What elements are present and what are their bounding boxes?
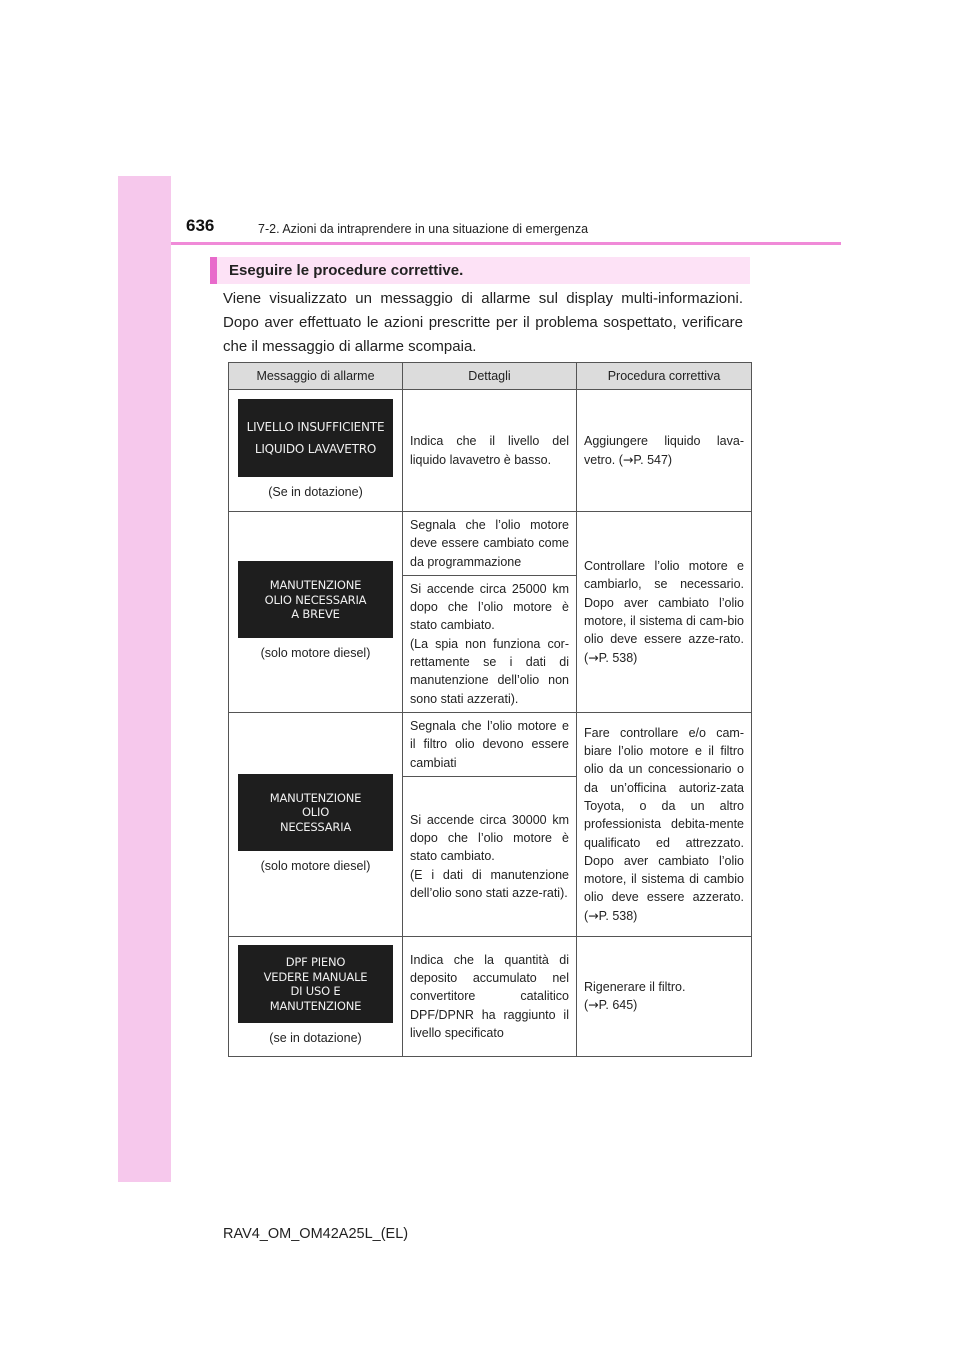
details-cell: Segnala che l’olio motore e il filtro olio devono essere cambiati (403, 712, 577, 776)
message-cell (229, 390, 403, 512)
section-heading: Eseguire le procedure correttive. (210, 257, 750, 284)
header-message: Messaggio di allarme (229, 363, 403, 390)
procedure-text: Controllare l’olio motore e cambiarlo, se necessario. Dopo aver cambiato l’olio motore, il sistema di cam-bio olio deve essere azze-rato. ( (584, 559, 744, 665)
display-message-oil-soon: MANUTENZIONE OLIO NECESSARIA A BREVE (238, 561, 393, 638)
details-cell: Indica che la quantità di deposito accumulato nel convertitore catalitico DPF/DPNR ha raggiunto il livello specificato (403, 936, 577, 1056)
details-cell: Indica che il livello del liquido lavavetro è basso. (403, 390, 577, 512)
table-row (229, 512, 752, 576)
table-row (229, 936, 752, 1056)
header-rule (171, 242, 841, 245)
arrow-icon: → (588, 997, 599, 1013)
message-note: (Se in dotazione) (268, 485, 363, 500)
procedure-cell (577, 390, 752, 512)
page-reference: P. 538) (598, 908, 638, 923)
procedure-text: Aggiungere liquido lava-vetro. ( (584, 434, 744, 467)
arrow-icon: → (588, 649, 599, 665)
procedure-cell (577, 712, 752, 936)
table-row (229, 712, 752, 776)
header-procedure: Procedura correttiva (577, 363, 752, 390)
side-tab-band (118, 176, 171, 1182)
message-cell (229, 712, 403, 936)
display-message-washer: LIVELLO INSUFFICIENTE LIQUIDO LAVAVETRO (238, 399, 393, 477)
procedure-text: Rigenerare il filtro. ( (584, 980, 686, 1013)
procedure-cell (577, 936, 752, 1056)
arrow-icon: → (622, 451, 634, 467)
chapter-title: 7-2. Azioni da intraprendere in una situazione di emergenza (258, 222, 589, 236)
display-message-dpf: DPF PIENO VEDERE MANUALE DI USO E MANUTENZIONE (238, 945, 393, 1023)
procedure-text: Fare controllare e/o cam-biare l’olio motore e il filtro olio da un concessionario o da un’officina autoriz-zata Toyota, o da un altro professionista debita-mente qualificato ed attrezzato. Dopo aver cambiato l’olio motore, il sistema di cambio olio deve essere azzerato. ( (584, 725, 744, 923)
document-code: RAV4_OM_OM42A25L_(EL) (223, 1226, 409, 1242)
details-cell: Segnala che l’olio motore deve essere cambiato come da programmazione (403, 512, 577, 576)
message-note: (solo motore diesel) (260, 646, 371, 661)
warning-table (228, 362, 752, 1057)
arrow-icon: → (588, 907, 599, 923)
procedure-cell (577, 512, 752, 713)
message-cell (229, 936, 403, 1056)
table-header-row (229, 363, 752, 390)
message-note: (se in dotazione) (269, 1031, 362, 1046)
details-cell: Si accende circa 30000 km dopo che l’olio motore è stato cambiato. (E i dati di manutenzione dell’olio sono stati azze-rati). (403, 776, 577, 936)
display-message-oil-required: MANUTENZIONE OLIO NECESSARIA (238, 774, 393, 851)
header-details: Dettagli (403, 363, 577, 390)
details-cell: Si accende circa 25000 km dopo che l’olio motore è stato cambiato. (La spia non funziona cor-rettamente se i dati di manutenzione dell’olio non sono stati azzerati). (403, 575, 577, 712)
message-cell (229, 512, 403, 713)
page-reference: P. 547) (633, 452, 673, 467)
page-reference: P. 538) (598, 650, 638, 665)
page-reference: P. 645) (598, 998, 638, 1013)
table-row (229, 390, 752, 512)
intro-paragraph: Viene visualizzato un messaggio di allarme sul display multi-informazioni. Dopo aver effettuato le azioni prescritte per il problema sospettato, verificare che il messaggio di allarme scompaia. (223, 290, 743, 355)
page-number: 636 (186, 216, 215, 235)
message-note: (solo motore diesel) (260, 858, 371, 873)
